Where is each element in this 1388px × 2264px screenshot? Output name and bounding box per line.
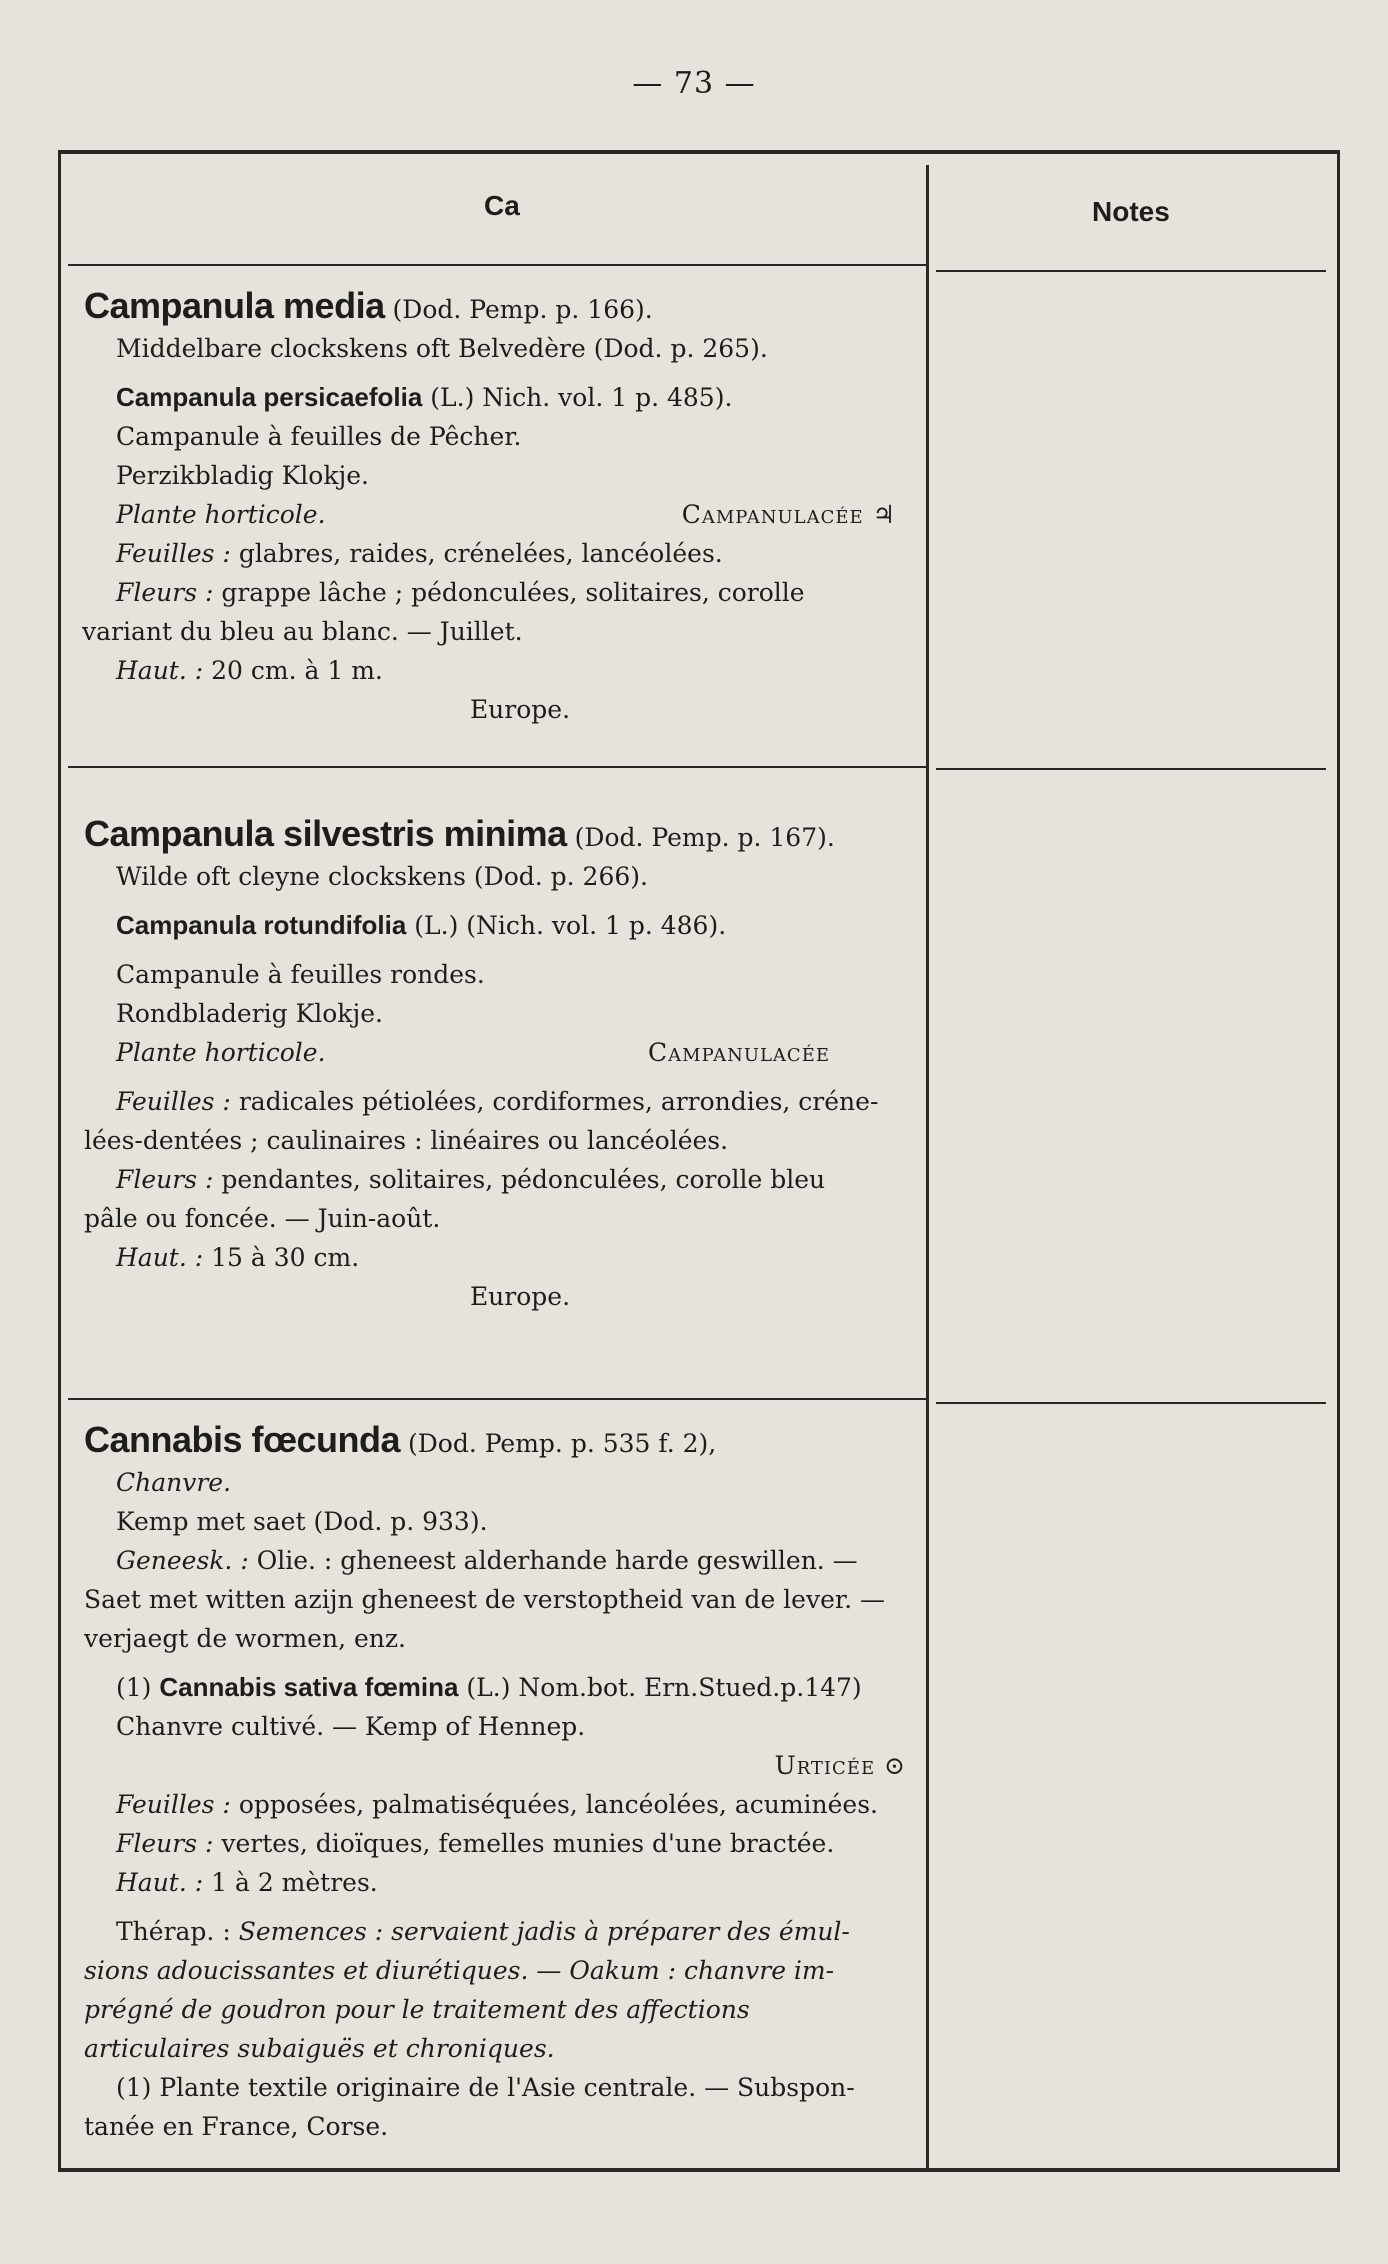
- therap-text: Semences : servaient jadis à préparer des émul-: [238, 1917, 850, 1946]
- height-label: Haut. :: [116, 656, 204, 685]
- french-name: Campanule à feuilles de Pêcher.: [116, 422, 522, 451]
- entry-rule-2-right: [936, 1402, 1326, 1404]
- entry-title: Cannabis fœcunda: [84, 1419, 401, 1460]
- scientific-name: Cannabis sativa fœmina: [159, 1672, 459, 1702]
- flowers-label: Fleurs :: [116, 1165, 214, 1194]
- column-header-ca: Ca: [484, 190, 520, 221]
- origin: Europe.: [469, 1282, 571, 1311]
- leaves-label: Feuilles :: [116, 1087, 231, 1116]
- entry-title: Campanula silvestris minima: [84, 813, 567, 854]
- flowers-text-cont: pâle ou foncée. — Juin-août.: [84, 1204, 441, 1233]
- entry-rule-1-left: [68, 766, 926, 768]
- entry-title: Campanula media: [84, 285, 385, 326]
- footnote: (1) Plante textile originaire de l'Asie centrale. — Subspon-: [116, 2073, 855, 2102]
- geneesk-label: Geneesk. :: [116, 1546, 249, 1575]
- vernacular-name: Kemp met saet (Dod. p. 933).: [116, 1507, 488, 1536]
- entry-cannabis-foecunda: [84, 1420, 916, 2146]
- flowers-label: Fleurs :: [116, 578, 214, 607]
- plant-type: Plante horticole.: [116, 500, 326, 529]
- scientific-name-ref: (L.) Nich. vol. 1 p. 485).: [430, 383, 733, 412]
- height-label: Haut. :: [116, 1243, 204, 1272]
- scientific-name: Campanula persicaefolia: [116, 382, 423, 412]
- column-header-notes: Notes: [1092, 196, 1170, 227]
- entry-campanula-silvestris: [84, 814, 916, 1316]
- entry-campanula-media: [84, 286, 916, 729]
- geneesk-text-cont: verjaegt de wormen, enz.: [84, 1624, 406, 1653]
- height-label: Haut. :: [116, 1868, 204, 1897]
- leaves-label: Feuilles :: [116, 1790, 231, 1819]
- header-rule-right: [936, 270, 1326, 272]
- dutch-name: Perzikbladig Klokje.: [116, 461, 369, 490]
- page-number: — 73 —: [632, 66, 756, 101]
- header-rule-left: [68, 264, 926, 266]
- scientific-name: Campanula rotundifolia: [116, 910, 407, 940]
- flowers-label: Fleurs :: [116, 1829, 214, 1858]
- entry-rule-2-left: [68, 1398, 926, 1400]
- flowers-text: vertes, dioïques, femelles munies d'une bractée.: [221, 1829, 835, 1858]
- height-text: 15 à 30 cm.: [211, 1243, 360, 1272]
- footnote-cont: tanée en France, Corse.: [84, 2112, 389, 2141]
- flowers-text: grappe lâche ; pédonculées, solitaires, corolle: [221, 578, 805, 607]
- geneesk-text: Olie. : gheneest alderhande harde geswillen. —: [256, 1546, 858, 1575]
- footnote-mark: (1): [116, 1673, 152, 1702]
- entry-rule-1-right: [936, 768, 1326, 770]
- vernacular-name: Middelbare clockskens oft Belvedère (Dod. p. 265).: [116, 334, 768, 363]
- plant-family: Campanulacée: [648, 1038, 830, 1067]
- leaves-text: opposées, palmatiséquées, lancéolées, acuminées.: [238, 1790, 878, 1819]
- leaves-text: glabres, raides, crénelées, lancéolées.: [238, 539, 723, 568]
- leaves-text: radicales pétiolées, cordiformes, arrondies, créne-: [238, 1087, 879, 1116]
- therap-text-cont: articulaires subaiguës et chroniques.: [84, 2034, 555, 2063]
- dutch-name: Rondbladerig Klokje.: [116, 999, 383, 1028]
- french-name: Campanule à feuilles rondes.: [116, 960, 485, 989]
- scientific-name-ref: (L.) (Nich. vol. 1 p. 486).: [414, 911, 727, 940]
- therap-text-cont: prégné de goudron pour le traitement des affections: [84, 1995, 750, 2024]
- column-divider: [926, 165, 929, 2168]
- origin: Europe.: [469, 695, 571, 724]
- flowers-text: pendantes, solitaires, pédonculées, corolle bleu: [221, 1165, 826, 1194]
- geneesk-text-cont: Saet met witten azijn gheneest de verstoptheid van de lever. —: [84, 1585, 885, 1614]
- entry-title-ref: (Dod. Pemp. p. 166).: [392, 295, 653, 324]
- therap-label: Thérap. :: [116, 1917, 231, 1946]
- scientific-name-ref: (L.) Nom.bot. Ern.Stued.p.147): [466, 1673, 862, 1702]
- entry-title-ref: (Dod. Pemp. p. 535 f. 2),: [407, 1429, 717, 1458]
- therap-text-cont: sions adoucissantes et diurétiques. — Oakum : chanvre im-: [84, 1956, 835, 1985]
- height-text: 20 cm. à 1 m.: [211, 656, 383, 685]
- leaves-text-cont: lées-dentées ; caulinaires : linéaires ou lancéolées.: [84, 1126, 729, 1155]
- french-name: Chanvre cultivé. — Kemp of Hennep.: [116, 1712, 586, 1741]
- height-text: 1 à 2 mètres.: [211, 1868, 378, 1897]
- flowers-text-cont: variant du bleu au blanc. — Juillet.: [82, 617, 523, 646]
- entry-title-line: [84, 286, 916, 329]
- plant-family: Campanulacée ♃: [681, 500, 896, 529]
- vernacular-name: Wilde oft cleyne clockskens (Dod. p. 266).: [116, 862, 648, 891]
- french-common-name: Chanvre.: [116, 1468, 232, 1497]
- plant-type: Plante horticole.: [116, 1038, 326, 1067]
- leaves-label: Feuilles :: [116, 539, 231, 568]
- plant-family: Urticée ⊙: [774, 1751, 906, 1780]
- entry-title-ref: (Dod. Pemp. p. 167).: [574, 823, 835, 852]
